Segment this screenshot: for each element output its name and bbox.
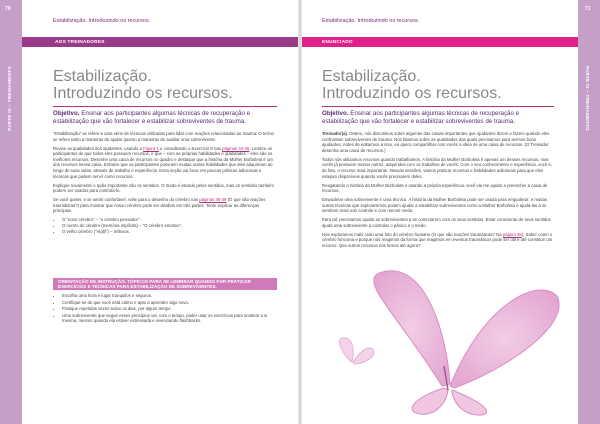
right-section-band: ENUNCIADO bbox=[302, 37, 578, 47]
right-title-rule bbox=[322, 106, 554, 107]
book-spine bbox=[298, 0, 302, 424]
right-running-head: Estabilização. Introduzindo os recursos. bbox=[322, 18, 420, 24]
right-objective-label: Objetivo. bbox=[322, 110, 349, 117]
right-objective-text: Ensinar aos participantes algumas técnicas de recuperação e estabilização que vão fortalecer e estabilizar sobreviventes de trauma. bbox=[322, 110, 520, 125]
butterfly-illustration bbox=[332, 266, 582, 416]
left-objective bbox=[53, 110, 279, 125]
left-side-label: PARTE III – TREINAMENTO bbox=[7, 66, 12, 131]
pages-38-39-link[interactable]: páginas 38-39 bbox=[199, 197, 227, 203]
list-item: • Escolha uma hora e lugar tranquilos e seguros. bbox=[62, 293, 275, 299]
left-para-3: Explique novamente o quão importante são os sentidos. O medo é ativado pelos sentidos, mas os sentidos também podem ser usados para controlá-lo. bbox=[53, 182, 274, 194]
right-para-3: Resgatando a história da Mulher Borboleta e usando a própria experiência, você vai me ajudar a preencher a caixa de recursos. bbox=[322, 182, 548, 194]
left-body bbox=[53, 131, 277, 238]
left-running-head: Estabilização. Introduzindo os recursos. bbox=[53, 18, 151, 24]
figure-1-link[interactable]: Figura 1 bbox=[143, 145, 159, 151]
pages-34-35-link[interactable]: páginas 34-35 bbox=[222, 145, 250, 151]
brain-parts-list bbox=[62, 217, 277, 235]
list-item: • O “novo cérebro” – “o cérebro pensador”. bbox=[62, 217, 277, 223]
left-title-line1: Estabilização. bbox=[53, 68, 152, 85]
left-objective-label: Objetivo. bbox=[53, 110, 80, 117]
left-para-2 bbox=[53, 146, 277, 180]
right-page-number: 71 bbox=[585, 6, 591, 12]
right-body bbox=[322, 131, 554, 252]
left-para-4-text-a: Se você quiser, e se sentir confortável, volte para o desenho do cérebro nas bbox=[53, 197, 200, 203]
left-title-rule bbox=[53, 106, 277, 107]
right-objective bbox=[322, 110, 556, 125]
page-38-link[interactable]: página 38 bbox=[502, 231, 522, 237]
left-para-1: “Estabilização” se refere a uma série de técnicas utilizadas para lidar com reações relacionadas ao trauma. O termo se refere tanto a maneiras de ajudar quanto a maneiras de auxiliar uma sobrevivente. bbox=[53, 131, 274, 142]
right-para-1 bbox=[322, 131, 554, 153]
left-para-4 bbox=[53, 197, 277, 214]
left-para-4-text-b: (O que são reações traumáticas?) para mostrar que nosso cérebro pode ser dividido em três partes. Tente explicar as diferenças principais. bbox=[53, 197, 266, 214]
left-page-title bbox=[53, 68, 233, 102]
butterfly-wings-large bbox=[374, 271, 559, 415]
left-sidebar bbox=[0, 0, 22, 424]
instruction-callout: ORIENTAÇÃO DE INSTRUÇÃO. TÓPICOS PARA SE LEMBRAR QUANDO FOR PRATICAR EXERCÍCIOS E TÉCNICAS PARA ESTABILIZAÇÃO DE SOBREVIVENTES. bbox=[53, 278, 277, 290]
right-title-line1: Estabilização. bbox=[322, 68, 421, 85]
left-para-2-text-c: . Lembre os participantes de que todos eles possuem recursos, e que – com as próprias habilidades e qualidades – eles são os melhores recursos. Desenhe uma caixa de recursos no quadro e destaque que a história da Mulher Borboleta é um dos recursos nessa caixa. Enfatize que os participantes possuem muitas outras habilidades que eles adquiriram ao longo de suas vidas, através de trabalho e experiência. Essa seção vai focar em poucas práticas adicionais e técnicas que podem servir como recursos. bbox=[53, 145, 273, 179]
left-objective-text: Ensinar aos participantes algumas técnicas de recuperação e estabilização que vão fortalecer e estabilizar sobreviventes de trauma. bbox=[53, 110, 251, 125]
list-item: • Pratique repetidas vezes todos os dias, por algum tempo. bbox=[62, 306, 275, 312]
butterfly-small bbox=[339, 338, 374, 364]
list-item: • O centro do cérebro (memória implícita) – “O cérebro emotivo”. bbox=[62, 223, 277, 229]
right-para-6-text-b: ). Saber como o cérebro funciona e porque nós reagimos da forma que reagimos em eventos traumáticos pode ser útil e até constituir um recurso. Que outros recursos nós temos até agora? bbox=[322, 231, 553, 249]
list-item: • Uma sobrevivente que seguir esses princípios vai, com o tempo, poder usar os exercícios para acalmar a si mesma, mesmo quando ela estiver estressada e vivenciando flashbacks. bbox=[62, 313, 275, 324]
left-page-number: 70 bbox=[5, 6, 11, 12]
right-para-1-text: Ontem, nós discutimos sobre algumas das coisas importantes que ajudantes dizem e fazem quando eles confrontam sobreviventes de trauma. Nós falamos sobre as qualidades das quais precisamos para sermos bons ajudantes. Antes de voltarmos a isso, eu quero compartilhar com vocês a ideia de uma caixa de recursos. (O Treinador desenha uma caixa de recursos.) bbox=[322, 131, 550, 153]
left-para-2-text-a: Revise as qualidades dos ajudantes, usando a bbox=[53, 145, 144, 151]
list-item: • Certifique-se de que você está calmo e apto a aprender algo novo. bbox=[62, 300, 275, 306]
right-title-line2: Introduzindo os recursos. bbox=[322, 85, 502, 102]
left-section-band: AOS TREINADORES bbox=[22, 37, 298, 47]
right-page-title bbox=[322, 68, 502, 102]
list-item: • O velho cérebro (“réptil”) – reflexos. bbox=[62, 229, 277, 235]
left-para-2-text-b: e consultando o Exercício 8 nas bbox=[158, 145, 223, 151]
right-para-6 bbox=[322, 232, 554, 249]
practice-tips bbox=[53, 293, 275, 325]
right-para-5: Para tal, precisamos ajudar as sobreviventes a se conectarem com os seus sentidos. Estar consciente de seus sentidos ajuda uma sobrevivente a controlar o pânico e o medo. bbox=[322, 217, 551, 228]
right-para-2: Todos nós utilizamos recursos quando trabalhamos. A história da Mulher Borboleta é apenas um desses recursos, mas vocês já possuem muitos outros, adquiridos com os trabalhos de vocês. Com o seu conhecimento e experiência, você é, de fato, o recurso mais importante. Nessas sessões, vamos praticar recursos e habilidades adicionais para que eles estejam disponíveis quando vocês precisarem deles. bbox=[322, 156, 553, 179]
right-para-4: Empoderar uma sobrevivente é uma técnica. A história da Mulher Borboleta pode ser usada para empoderar, e muitas outras técnicas que exploraremos podem ajudar a estabilizar sobreviventes como a Mulher Borboleta e ajudá-las a se sentirem mais sob controle e com menos medo. bbox=[322, 197, 547, 214]
trainer-label: Treinador(a). bbox=[322, 131, 350, 136]
right-sidebar bbox=[578, 0, 600, 424]
right-side-label: PARTE III – TREINAMENTO bbox=[585, 66, 590, 131]
left-title-line2: Introduzindo os recursos. bbox=[53, 85, 233, 102]
right-para-6-text-a: Nós exploramos mais cedo uma foto do cérebro humano (O que são reações traumáticas? Na bbox=[322, 231, 503, 237]
